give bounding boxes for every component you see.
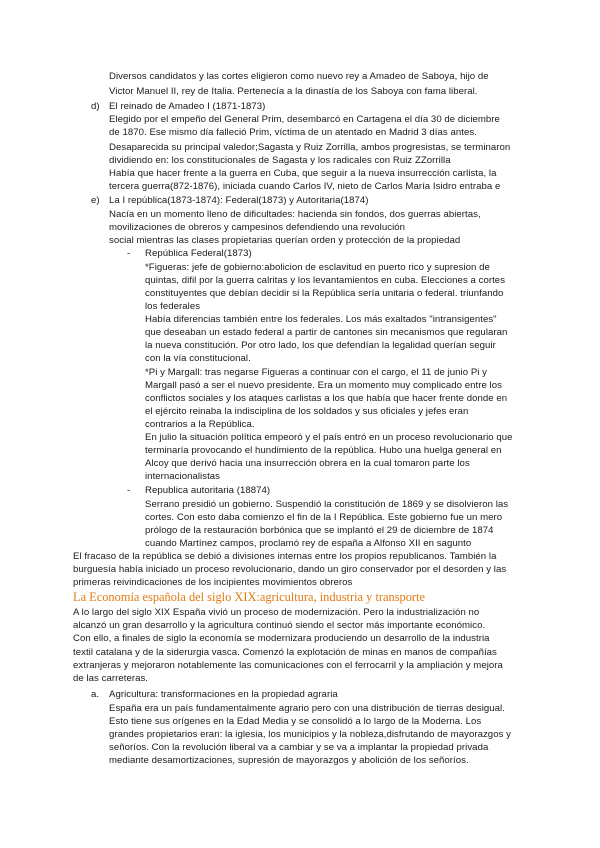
paragraph-line: primeras reivindicaciones de los incipientes movimientos obreros: [73, 577, 353, 588]
paragraph-line: Alcoy que derivó hacia una insurrección obrera en la cual tomaron parte los: [145, 458, 470, 469]
paragraph-line: Nacía en un momento lleno de dificultades: hacienda sin fondos, dos guerras abiertas,: [109, 209, 481, 220]
paragraph-line: movilizaciones de obreros y campesinos defendiendo una revolución: [109, 222, 406, 233]
paragraph-line: prólogo de la restauración borbónica que se implantó el 29 de diciembre de 1874: [145, 525, 494, 536]
paragraph-line: cortes. Con esto daba comienzo el fin de la I República. Este gobierno fue un mero: [145, 512, 503, 523]
sub-item-title: República Federal(1873): [145, 248, 252, 259]
paragraph-line: terminaría provocando el hundimiento de la república. Hubo una huelga general en: [145, 445, 502, 456]
paragraph-line: alcanzó un gran desarrollo y la agricultura continuó siendo el sector más importante económico.: [73, 620, 486, 631]
paragraph-line: la nueva constitución. Por otro lado, los que defendían la legalidad querían seguir: [145, 340, 496, 351]
paragraph-line: A lo largo del siglo XIX España vivió un proceso de modernización. Pero la industrialización no: [73, 607, 480, 618]
paragraph-line: *Pi y Margall: tras negarse Figueras a continuar con el cargo, el 11 de junio Pi y: [145, 367, 488, 378]
list-item-title: La I república(1873-1874): Federal(1873) y Autoritaria(1874): [109, 195, 369, 206]
paragraph-line: grandes propietarios eran: la iglesia, los municipios y la nobleza,disfrutando de mayorazgos y: [109, 729, 511, 740]
paragraph-line: conflictos sociales y los ataques carlistas a los que había que hacer frente donde en: [145, 393, 508, 404]
paragraph-line: Con ello, a finales de siglo la economía se modernizara produciendo un desarrollo de la industria: [73, 633, 490, 644]
paragraph-line: Desaparecida su principal valedor;Sagasta y Ruiz Zorrilla, ambos progresistas, se terminaron: [109, 142, 511, 153]
paragraph-line: de 1870. Ese mismo día falleció Prim, víctima de un atentado en Madrid 3 días antes.: [109, 127, 477, 138]
paragraph-line: *Figueras: jefe de gobierno:abolicion de esclavitud en puerto rico y supresion de: [145, 262, 490, 273]
paragraph-line: Elegido por el empeño del General Prim, desembarcó en Cartagena el día 30 de diciembre: [109, 114, 500, 125]
list-item-title: El reinado de Amadeo I (1871-1873): [109, 101, 266, 112]
list-marker: a.: [91, 689, 100, 700]
paragraph-line: El fracaso de la república se debió a divisiones internas entre los propios republicanos. También la: [73, 551, 497, 562]
paragraph-line: el ejército reinaba la indisciplina de los soldados y sus oficiales y jefes eran: [145, 406, 469, 417]
paragraph-line: con la vía constitucional.: [145, 353, 251, 364]
paragraph-line: España era un país fundamentalmente agrario pero con una distribución de tierras desigual.: [109, 703, 505, 714]
paragraph-line: dividiendo en: los constitucionales de Sagasta y los radicales con Ruiz ZZorrilla: [109, 155, 451, 166]
paragraph-line: Victor Manuel II, rey de Italia. Pertenecía a la dinastía de los Saboya con fama liberal.: [109, 86, 478, 97]
sub-item-title: Republica autoritaria (18874): [145, 485, 271, 496]
list-marker: -: [127, 248, 131, 259]
paragraph-line: mediante desamortizaciones, supresión de mayorazgos y abolición de los señoríos.: [109, 755, 469, 766]
paragraph-line: internacionalistas: [145, 471, 221, 482]
paragraph-line: Esto tiene sus orígenes en la Edad Media y se consolidó a lo largo de la Moderna. Los: [109, 716, 482, 727]
paragraph-line: burguesía había iniciado un proceso revolucionario, dando un giro conservador por el desorden y las: [73, 564, 507, 575]
paragraph-line: extranjeras y mejoraron notablemente las comunicaciones con el ferrocarril y la ampliación y mejora: [73, 660, 503, 671]
list-marker: d): [91, 101, 100, 112]
paragraph-line: Margall pasó a ser el nuevo presidente. Era un momento muy complicado entre los: [145, 380, 502, 391]
paragraph-line: de las carreteras.: [73, 673, 149, 684]
paragraph-line: señoríos. Con la revolución liberal va a cambiar y se va a implantar la propiedad privada: [109, 742, 489, 753]
paragraph-line: Serrano presidió un gobierno. Suspendió la constitución de 1869 y se disolvieron las: [145, 499, 509, 510]
paragraph-line: tercera guerra(872-1876), iniciada cuando Carlos IV, nieto de Carlos María Isidro entraba e: [109, 181, 501, 192]
paragraph-line: que deseaban un estado federal a partir de cantones sin mecanismos que regularan: [145, 327, 508, 338]
paragraph-line: Había diferencias también entre los federales. Los más exaltados "intransigentes": [145, 314, 497, 325]
section-heading: La Economía española del siglo XIX:agricultura, industria y transporte: [73, 590, 425, 604]
list-marker: -: [127, 485, 131, 496]
paragraph-line: En julio la situación política empeoró y el país entró en un proceso revolucionario que: [145, 432, 513, 443]
list-item-title: Agricultura: transformaciones en la propiedad agraria: [109, 689, 338, 700]
paragraph-line: Diversos candidatos y las cortes eligieron como nuevo rey a Amadeo de Saboya, hijo de: [109, 71, 489, 82]
paragraph-line: textil catalana y de la siderurgia vasca. Comenzó la explotación de minas en manos de compañías: [73, 647, 497, 658]
paragraph-line: contrarios a la República.: [145, 419, 255, 430]
paragraph-line: cuando Martínez campos, proclamó rey de españa a Alfonso XII en sagunto: [145, 538, 472, 549]
paragraph-line: quintas, difil por la guerra calritas y los levantamientos en cuba. Elecciones a cortes: [145, 275, 506, 286]
list-marker: e): [91, 195, 100, 206]
paragraph-line: los federales: [145, 301, 201, 312]
paragraph-line: social mientras las clases propietarias querían orden y protección de la propiedad: [109, 235, 461, 246]
paragraph-line: Había que hacer frente a la guerra en Cuba, que seguir a la nueva insurrección carlista, la: [109, 168, 497, 179]
paragraph-line: constituyentes que debían decidir si la República sería unitaria o federal. triunfando: [145, 288, 504, 299]
